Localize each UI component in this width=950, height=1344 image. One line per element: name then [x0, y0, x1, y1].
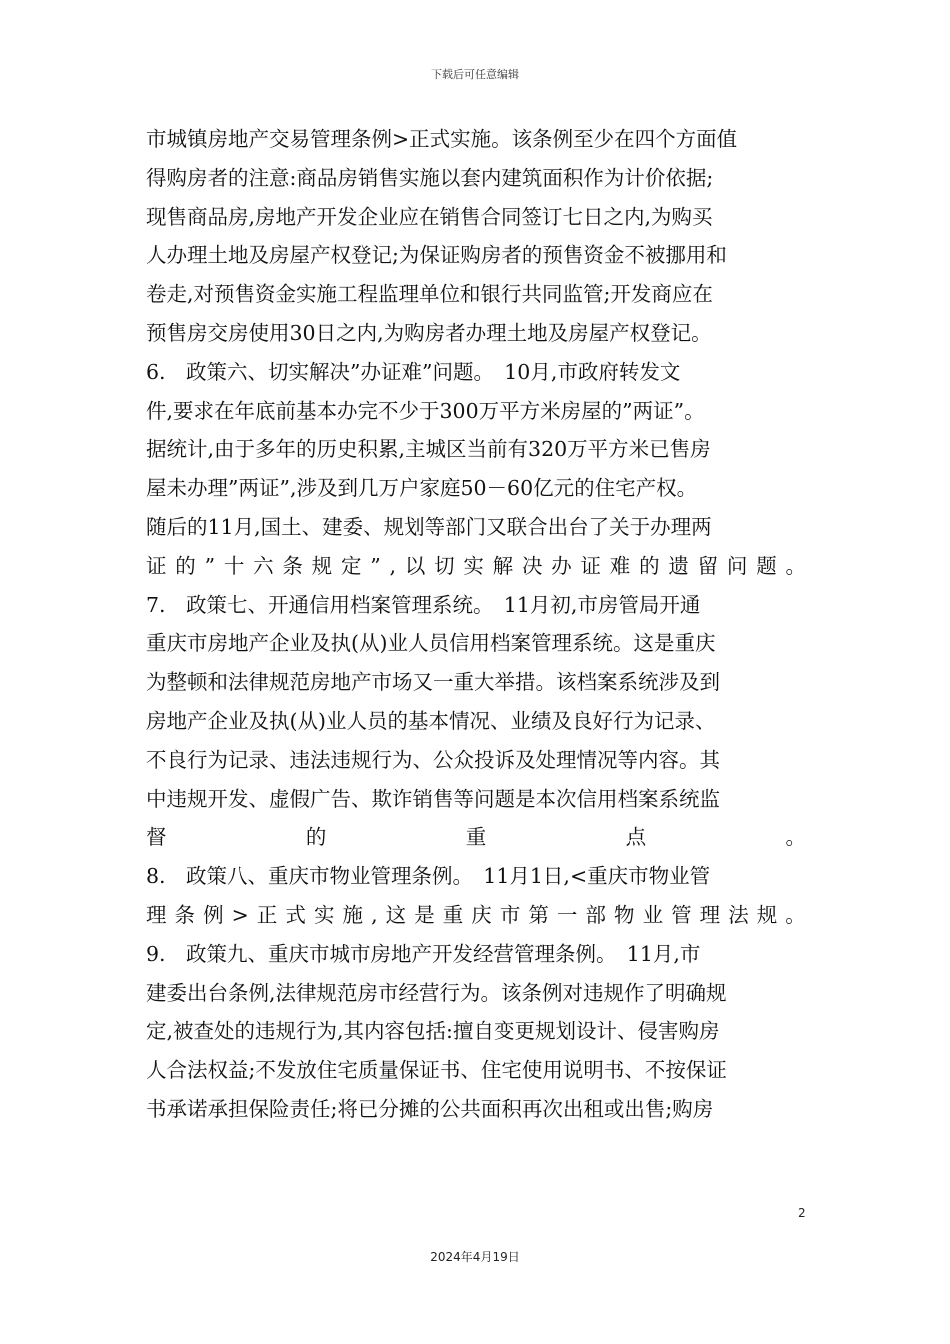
text-line: 书承诺承担保险责任;将已分摊的公共面积再次出租或出售;购房: [146, 1096, 714, 1121]
text-char: 问: [726, 553, 748, 578]
text-char: 重: [442, 902, 464, 927]
text-char: >: [231, 902, 249, 927]
page-number: 2: [798, 1206, 806, 1220]
text-char: 留: [697, 553, 719, 578]
text-line: [146, 896, 806, 935]
text-char: 式: [285, 902, 306, 927]
text-line: 中违规开发、虚假广告、欺诈销售等问题是本次信用档案系统监: [146, 786, 720, 811]
text-char: 证: [580, 553, 601, 578]
text-char: 市: [499, 902, 521, 927]
text-char: 条: [282, 553, 303, 578]
text-char: 决: [521, 553, 543, 578]
text-char: 实: [313, 902, 335, 927]
text-char: 这: [385, 902, 407, 927]
text-char: ,: [389, 553, 397, 578]
text-char: 理: [699, 902, 721, 927]
text-char: 重: [465, 825, 487, 850]
text-line: 屋未办理”两证”,涉及到几万户家庭50－60亿元的住宅产权。: [146, 476, 698, 501]
text-line: 件,要求在年底前基本办完不少于300万平方米房屋的”两证”。: [146, 398, 705, 423]
text-char: ,: [371, 902, 378, 927]
text-char: 以: [404, 553, 426, 578]
text-char: 物: [614, 902, 635, 927]
text-char: 法: [728, 902, 749, 927]
text-line: 人办理土地及房屋产权登记;为保证购房者的预售资金不被挪用和: [146, 243, 727, 268]
document-body: [146, 120, 806, 1129]
text-char: 一: [556, 902, 578, 927]
page-header: 下载后可任意编辑: [431, 68, 519, 81]
text-line: 为整顿和法律规范房地产市场又一重大举措。该档案系统涉及到: [146, 670, 720, 695]
text-char: 难: [609, 553, 631, 578]
text-char: 规: [756, 902, 778, 927]
text-char: 切: [434, 553, 455, 578]
text-line: 据统计,由于多年的历史积累,主城区当前有320万平方米已售房: [146, 437, 711, 462]
text-char: 正: [256, 902, 278, 927]
text-char: 。: [785, 825, 806, 850]
text-char: 部: [585, 902, 606, 927]
text-char: 十: [223, 553, 245, 578]
text-line: [146, 818, 806, 857]
text-line: 建委出台条例,法律规范房市经营行为。该条例对违规作了明确规: [146, 980, 727, 1005]
text-line: 重庆市房地产企业及执(从)业人员信用档案管理系统。这是重庆: [146, 631, 716, 656]
text-char: 证: [146, 553, 167, 578]
text-char: 的: [639, 553, 660, 578]
footer-date: 2024年4月19日: [430, 1250, 520, 1264]
text-line: 得购房者的注意:商品房销售实施以套内建筑面积作为计价依据;: [146, 165, 714, 190]
text-line: 定,被查处的违规行为,其内容包括:擅自变更规划设计、侵害购房: [146, 1019, 720, 1044]
text-char: ”: [204, 553, 216, 578]
text-char: 督: [146, 825, 167, 850]
text-char: 条: [174, 902, 196, 927]
text-line: 卷走,对预售资金实施工程监理单位和银行共同监管;开发商应在: [146, 282, 713, 307]
text-char: 第: [528, 902, 549, 927]
text-char: 。: [785, 902, 806, 927]
text-char: 施: [342, 902, 364, 927]
text-line: 7. 政策七、开通信用档案管理系统。 11月初,市房管局开通: [146, 592, 701, 617]
text-char: 理: [146, 902, 167, 927]
text-char: 六: [253, 553, 274, 578]
text-char: 定: [340, 553, 362, 578]
text-char: 实: [463, 553, 484, 578]
text-char: ”: [370, 553, 381, 578]
text-line: 随后的11月,国土、建委、规划等部门又联合出台了关于办理两: [146, 514, 712, 539]
text-char: 的: [175, 553, 196, 578]
text-line: [146, 547, 806, 586]
text-line: 8. 政策八、重庆市物业管理条例。 11月1日,<重庆市物业管: [146, 864, 711, 889]
text-char: 规: [311, 553, 333, 578]
text-line: 6. 政策六、切实解决”办证难”问题。 10月,市政府转发文: [146, 359, 681, 384]
text-char: 办: [551, 553, 572, 578]
text-char: 题: [756, 553, 777, 578]
text-char: 。: [785, 553, 806, 578]
text-char: 庆: [471, 902, 492, 927]
text-char: 解: [492, 553, 514, 578]
text-char: 业: [642, 902, 664, 927]
text-line: 不良行为记录、违法违规行为、公众投诉及处理情况等内容。其: [146, 747, 720, 772]
text-char: 遗: [668, 553, 689, 578]
text-char: 的: [305, 825, 327, 850]
text-char: 管: [671, 902, 692, 927]
text-char: 例: [203, 902, 224, 927]
text-line: 人合法权益;不发放住宅质量保证书、住宅使用说明书、不按保证: [146, 1058, 727, 1083]
text-line: 现售商品房,房地产开发企业应在销售合同签订七日之内,为购买: [146, 204, 713, 229]
text-line: 市城镇房地产交易管理条例>正式实施。该条例至少在四个方面值: [146, 127, 738, 151]
text-line: 9. 政策九、重庆市城市房地产开发经营管理条例。 11月,市: [146, 941, 701, 966]
text-char: 是: [414, 902, 435, 927]
text-line: 预售房交房使用30日之内,为购房者办理土地及房屋产权登记。: [146, 320, 712, 345]
text-char: 点: [625, 825, 647, 850]
text-line: 房地产企业及执(从)业人员的基本情况、业绩及良好行为记录、: [146, 708, 716, 733]
